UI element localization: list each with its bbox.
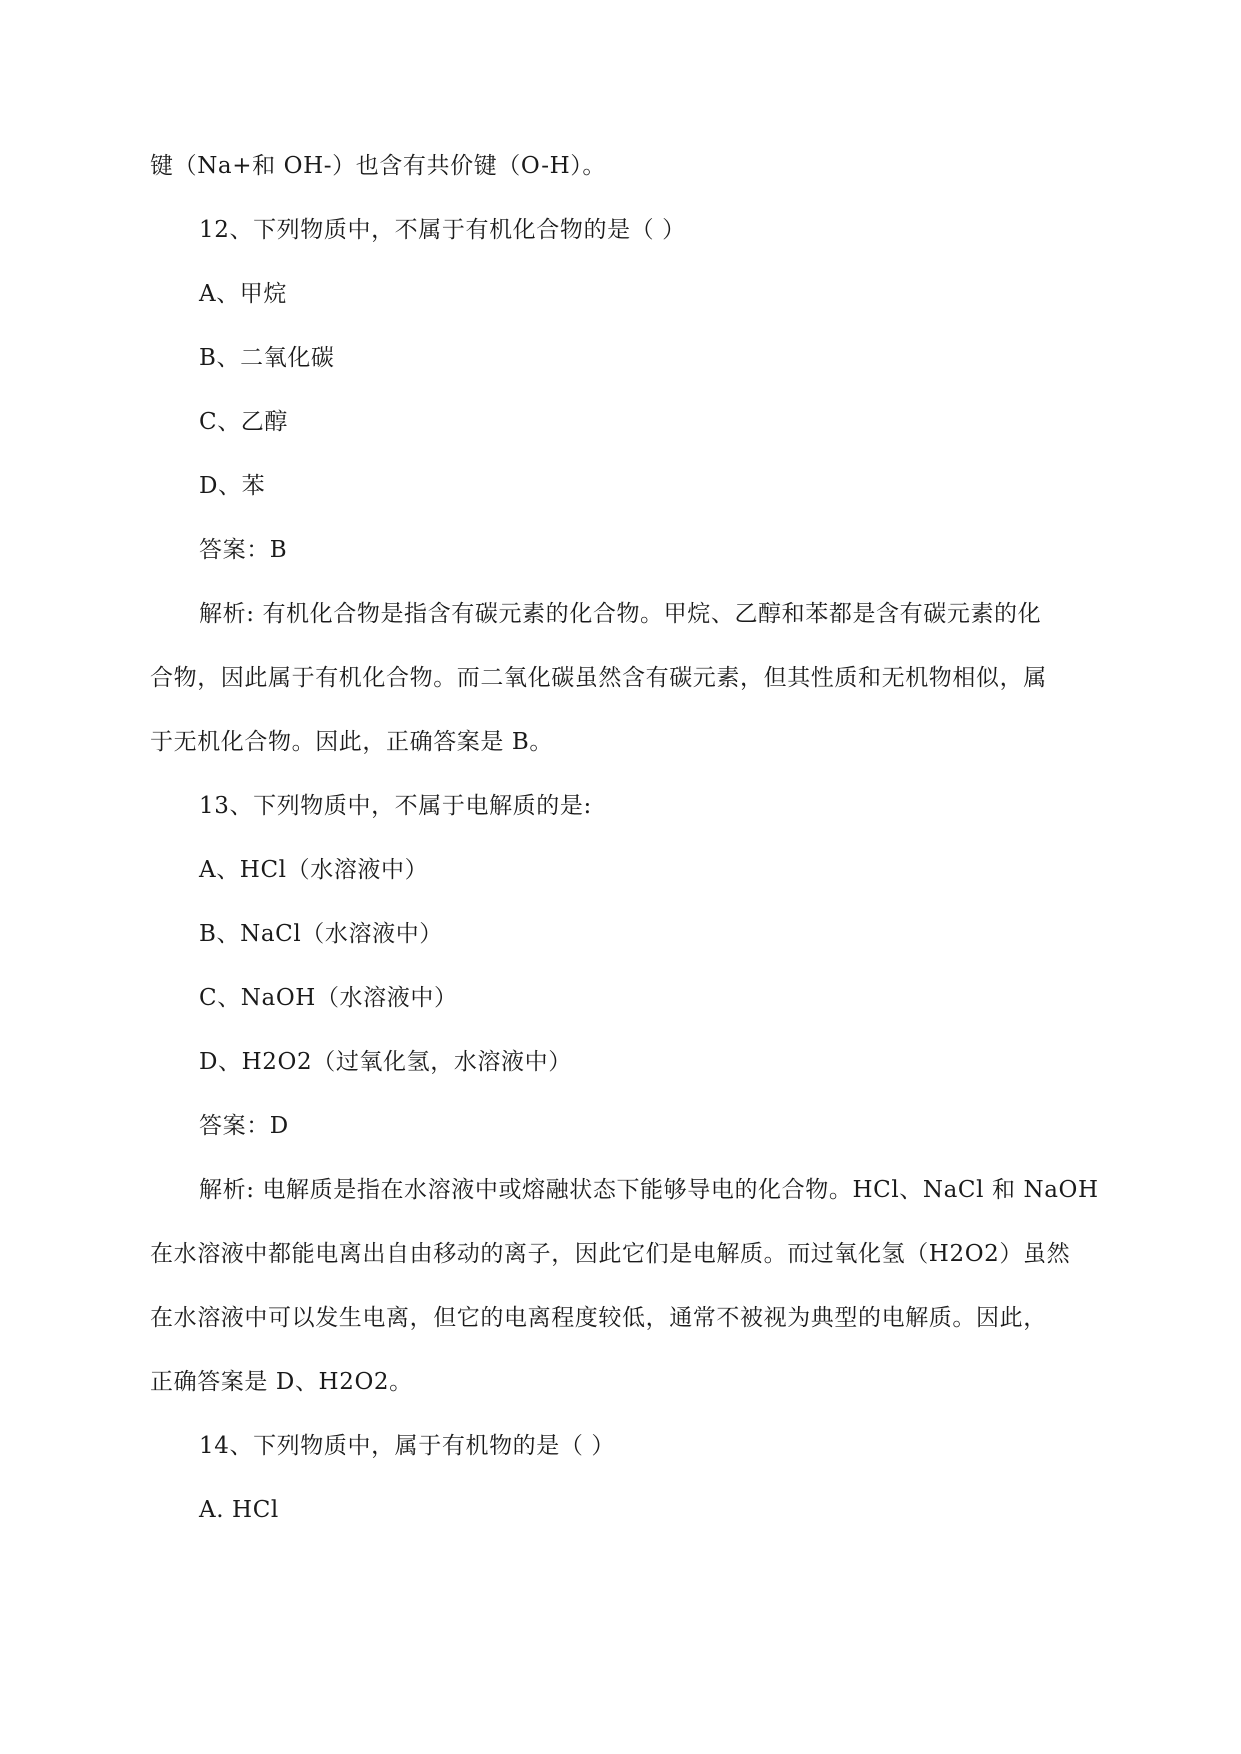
question-12-option-d: D、苯 [199, 473, 266, 499]
question-12-option-b: B、二氧化碳 [199, 345, 335, 371]
question-13-option-b: B、NaCl（水溶液中） [199, 921, 443, 947]
question-13-explanation-line-1: 解析: 电解质是指在水溶液中或熔融状态下能够导电的化合物。HCl、NaCl 和 NaOH [199, 1177, 1099, 1203]
question-12-explanation-line-2: 合物，因此属于有机化合物。而二氧化碳虽然含有碳元素，但其性质和无机物相似，属 [150, 665, 1047, 691]
question-13-explanation-line-4: 正确答案是 D、H2O2。 [150, 1369, 413, 1395]
question-13-stem: 13、下列物质中，不属于电解质的是: [199, 793, 592, 819]
question-12-explanation-line-3: 于无机化合物。因此，正确答案是 B。 [150, 729, 554, 755]
question-13-explanation-line-3: 在水溶液中可以发生电离，但它的电离程度较低，通常不被视为典型的电解质。因此， [150, 1305, 1047, 1331]
question-12-stem: 12、下列物质中，不属于有机化合物的是（ ） [199, 217, 686, 243]
question-13-explanation-line-2: 在水溶液中都能电离出自由移动的离子，因此它们是电解质。而过氧化氢（H2O2）虽然 [150, 1241, 1071, 1267]
question-14-stem: 14、下列物质中，属于有机物的是（ ） [199, 1433, 615, 1459]
question-12-option-c: C、乙醇 [199, 409, 288, 435]
question-12-explanation-line-1: 解析: 有机化合物是指含有碳元素的化合物。甲烷、乙醇和苯都是含有碳元素的化 [199, 601, 1042, 627]
question-12-option-a: A、甲烷 [199, 281, 288, 307]
text-line-q11-explanation-end: 键（Na+和 OH-）也含有共价键（O-H）。 [150, 153, 606, 179]
question-13-option-a: A、HCl（水溶液中） [199, 857, 429, 883]
question-13-answer: 答案：D [199, 1113, 289, 1139]
question-14-option-a: A. HCl [199, 1497, 279, 1523]
question-12-answer: 答案：B [199, 537, 288, 563]
question-13-option-d: D、H2O2（过氧化氢，水溶液中） [199, 1049, 572, 1075]
question-13-option-c: C、NaOH（水溶液中） [199, 985, 458, 1011]
